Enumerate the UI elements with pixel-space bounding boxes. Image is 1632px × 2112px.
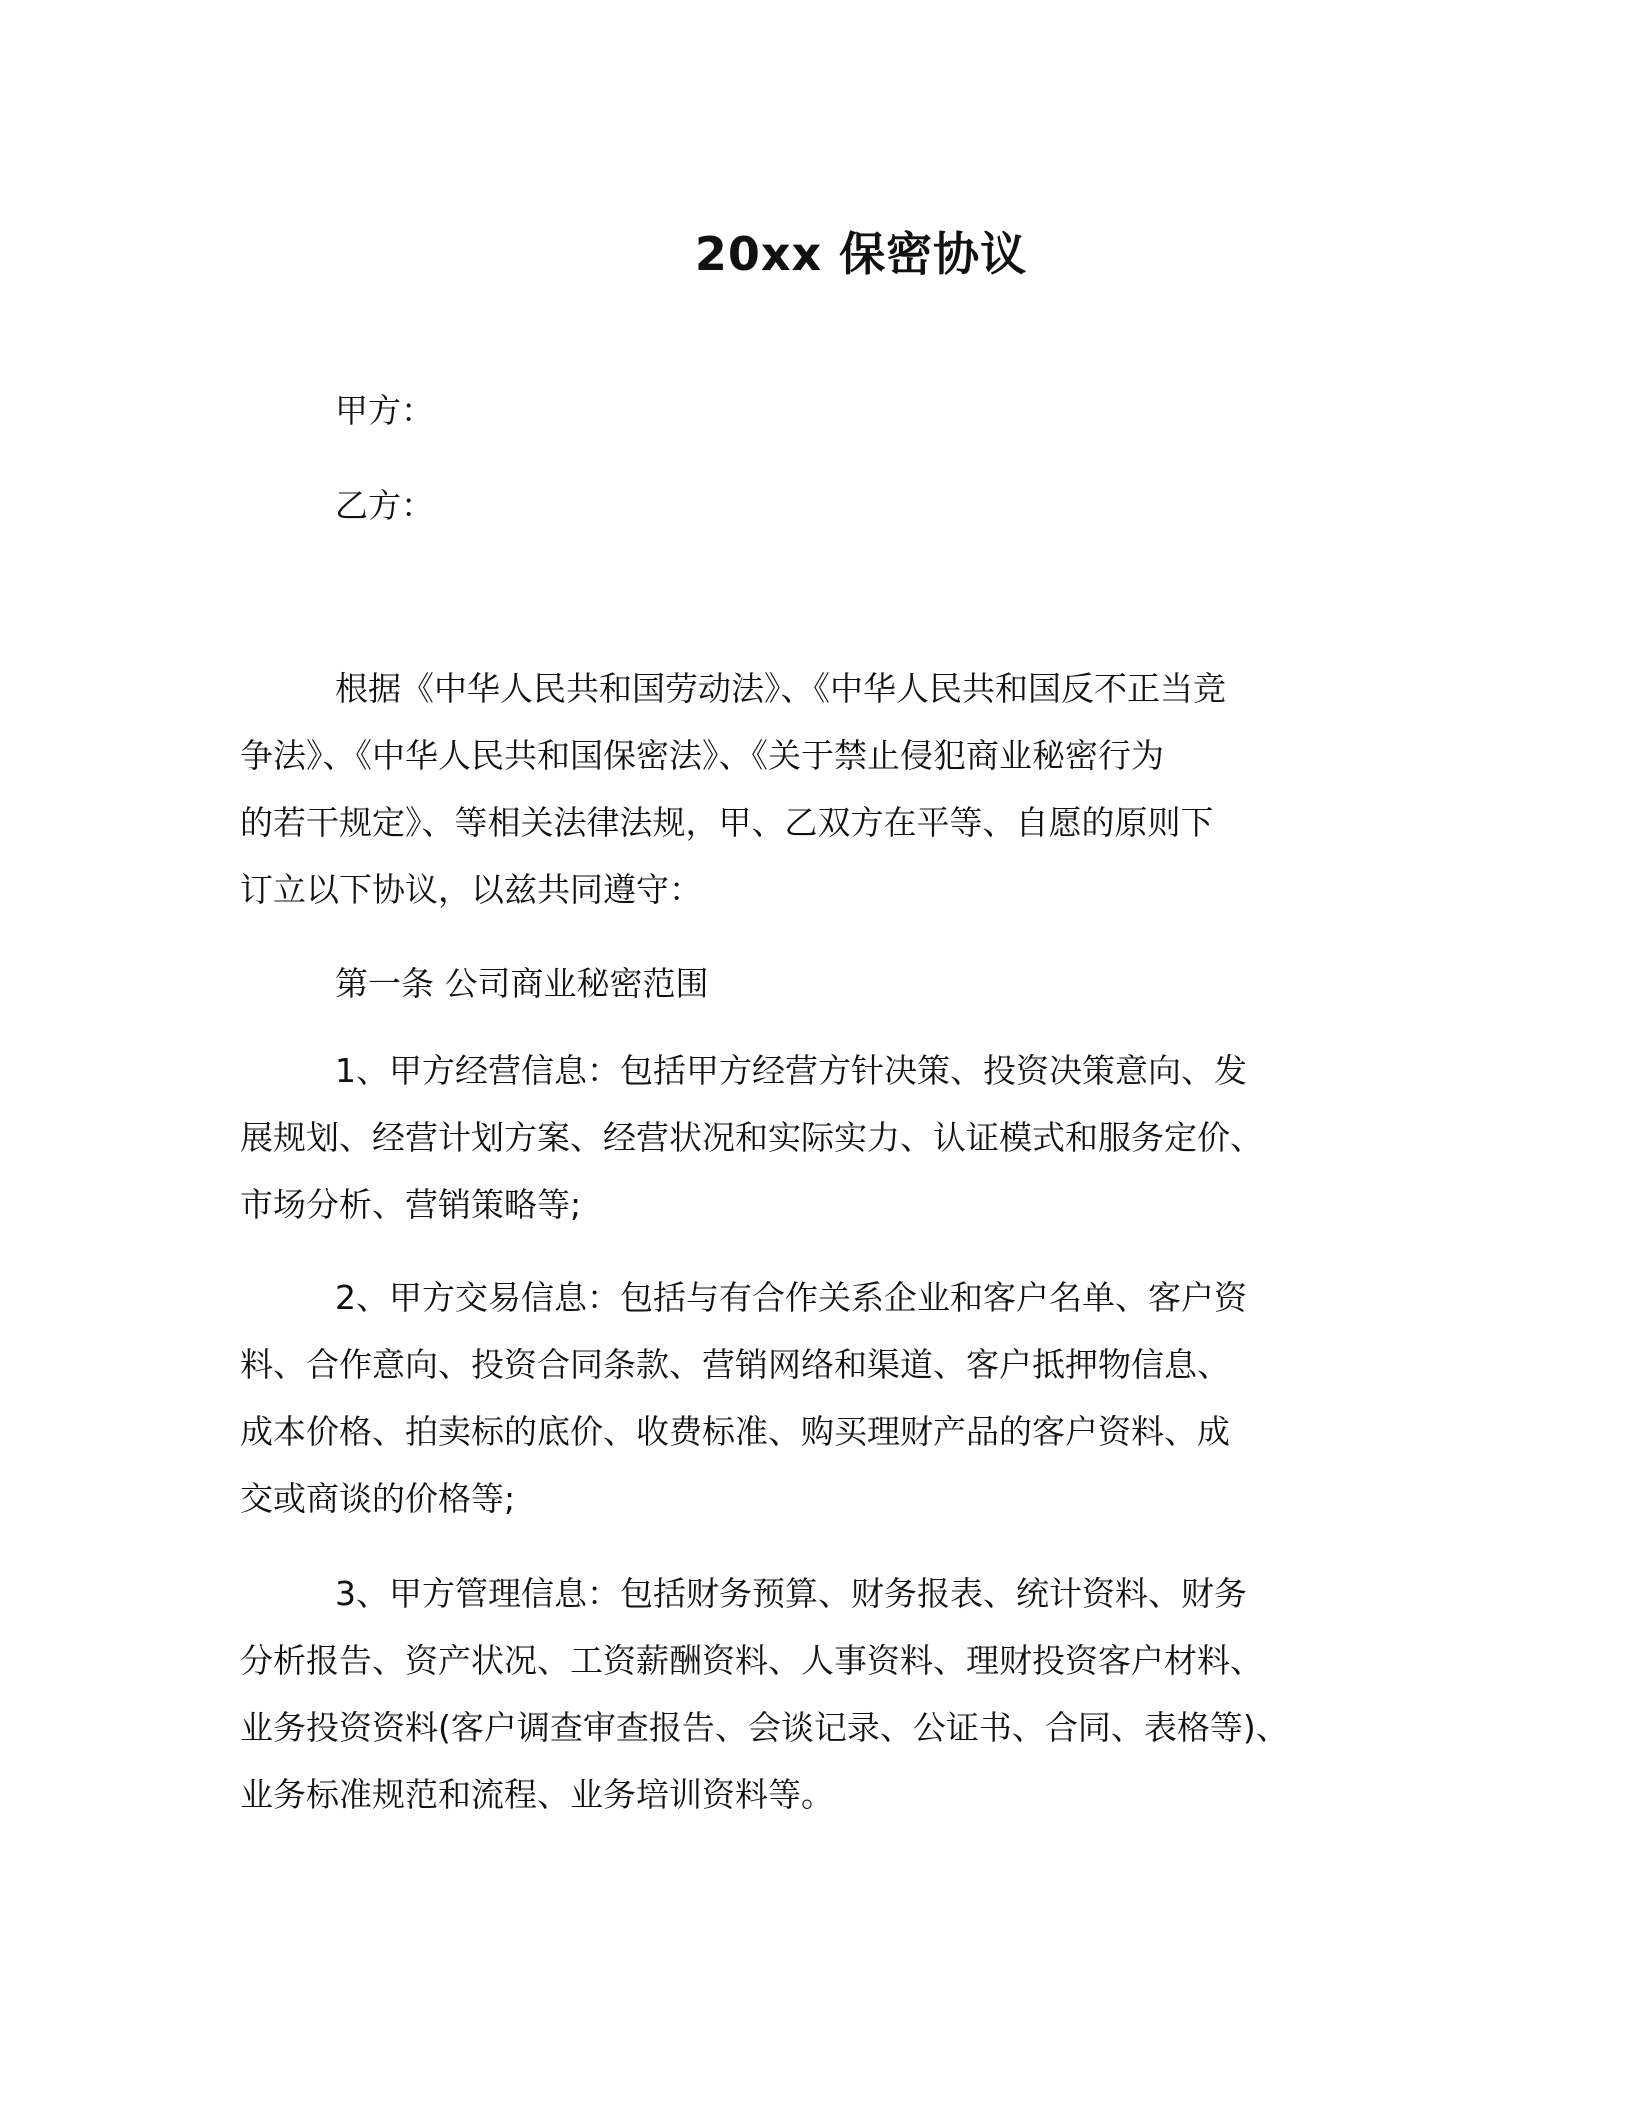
clause-line: 1、甲方经营信息：包括甲方经营方针决策、投资决策意向、发: [335, 1051, 1247, 1090]
party-a-label: 甲方：: [335, 391, 434, 430]
preamble-line: 根据《中华人民共和国劳动法》、《中华人民共和国反不正当竞: [335, 669, 1226, 708]
clause-line: 市场分析、营销策略等;: [240, 1185, 582, 1224]
preamble-line: 的若干规定》、等相关法律法规，甲、乙双方在平等、自愿的原则下: [240, 803, 1214, 842]
clause-line: 成本价格、拍卖标的底价、收费标准、购买理财产品的客户资料、成: [240, 1412, 1230, 1451]
preamble-paragraph: [240, 655, 1420, 923]
clause-line: 业务标准规范和流程、业务培训资料等。: [240, 1775, 834, 1814]
preamble-line: 订立以下协议，以兹共同遵守：: [240, 870, 702, 909]
clause-line: 2、甲方交易信息：包括与有合作关系企业和客户名单、客户资: [335, 1278, 1247, 1317]
clause-1-paragraph: [240, 1037, 1420, 1238]
document-title: 20xx 保密协议: [694, 227, 1028, 281]
article-1-heading: 第一条 公司商业秘密范围: [335, 964, 709, 1003]
preamble-line: 争法》、《中华人民共和国保密法》、《关于禁止侵犯商业秘密行为: [240, 736, 1164, 775]
clause-line: 分析报告、资产状况、工资薪酬资料、人事资料、理财投资客户材料、: [240, 1641, 1263, 1680]
clause-line: 交或商谈的价格等;: [240, 1479, 516, 1518]
clause-3-paragraph: [240, 1560, 1420, 1828]
party-b-label: 乙方：: [335, 486, 434, 525]
clause-line: 业务投资资料(客户调查审查报告、会谈记录、公证书、合同、表格等)、: [240, 1708, 1289, 1747]
clause-line: 展规划、经营计划方案、经营状况和实际实力、认证模式和服务定价、: [240, 1118, 1263, 1157]
clause-line: 3、甲方管理信息：包括财务预算、财务报表、统计资料、财务: [335, 1574, 1247, 1613]
clause-2-paragraph: [240, 1264, 1420, 1532]
clause-line: 料、合作意向、投资合同条款、营销网络和渠道、客户抵押物信息、: [240, 1345, 1230, 1384]
